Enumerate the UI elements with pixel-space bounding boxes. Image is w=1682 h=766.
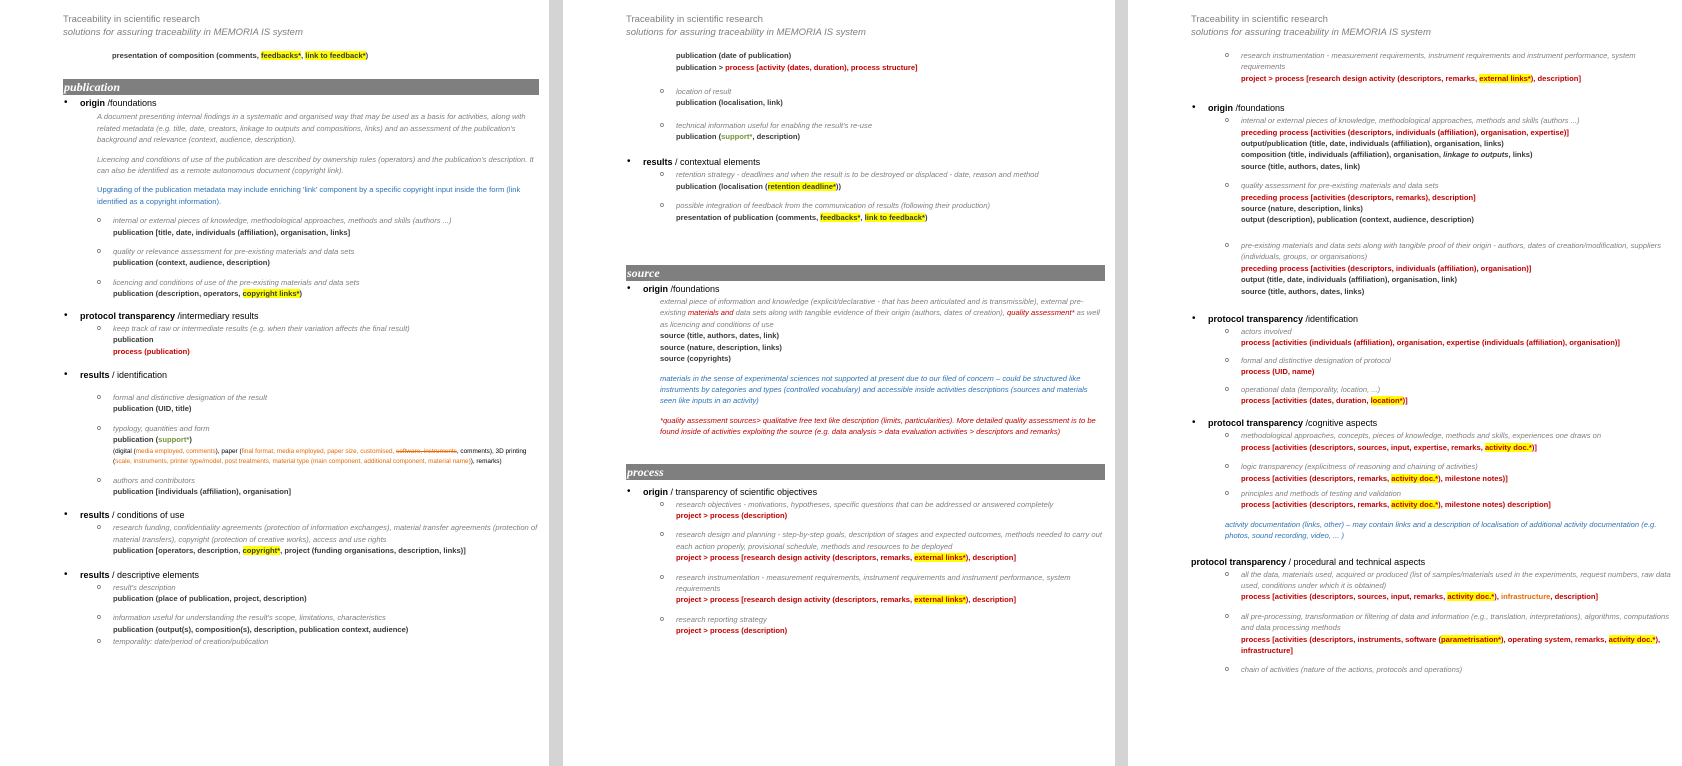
list-item: o pre-existing materials and data sets along with tangible proof of their origin - authors, dates of creation/modification, suppliers (individuals, groups, or organisations) preceding process [activities (descriptors, individuals (affiliation), organisation)] output (title, date, individuals (affiliation), organisation, link) source (title, authors, dates, links) [1191, 240, 1672, 297]
top-line: presentation of composition (comments, feedbacks*, link to feedback*) [112, 51, 369, 60]
list-item: o information useful for understanding the result's scope, limitations, characteristics publication (output(s), composition(s), description, publication context, audience) [63, 612, 539, 635]
section-heading-source: source [626, 265, 1105, 281]
section-heading-process: process [626, 464, 1105, 480]
list-item: o research funding, confidentiality agreements (protection of information exchanges), material transfer agreements (protection of material transfers), copyright (protection of creative works), access and use rights publication [operators, description, copyright*, project (funding organisations, description, links)] [63, 522, 539, 556]
document-page-1 [0, 0, 549, 766]
header-title: Traceability in scientific research [63, 14, 200, 25]
paragraph: Licencing and conditions of use of the publication are described by ownership rules (operators) and the publication's description. It can also be identified as a remote autonomous document (copyright link). [97, 154, 534, 176]
list-item: o possible integration of feedback from the communication of results (following their production) presentation of publication (comments, feedbacks*, link to feedback*) [626, 200, 1105, 223]
list-item: o internal or external pieces of knowledge, methodological approaches, methods and skills (authors ...) preceding process [activities (descriptors, individuals (affiliation), organisation, expertise)] output/publication (title, date, individuals (affiliation), organisation, links) composition (title, individuals (affiliation), organisation, linkage to outputs, links) source (title, authors, dates, link) [1191, 115, 1672, 172]
note-red: *quality assessment sources> qualitative free text like description (limits, particularities). More detailed quality assessment is to be found inside of activities exploiting the source (e.g. data analysis > data evaluation activities > descriptors and remarks) [660, 415, 1096, 437]
page-body [1191, 50, 1672, 676]
list-item: o all pre-processing, transformation or filtering of data and information (e.g., translation, interpretations), algorithms, computations and data processing methods process [activities (descriptors, instruments, software (parametrisation*), operating system, remarks, activity doc.*), infrastructure] [1191, 611, 1672, 657]
list-item: o research instrumentation - measurement requirements, instrument requirements and instrument performance, system requirements project > process [research design activity (descriptors, remarks, external links*), description] [626, 572, 1105, 606]
list-item: o all the data, materials used, acquired or produced (list of samples/materials used in the experiments, request numbers, raw data used, conditions under which it is obtained) process [activities (descriptors, sources, input, remarks, activity doc.*), infrastructure, description] [1191, 569, 1672, 603]
list-item: o temporality: date/period of creation/publication [63, 636, 539, 647]
list-item: o quality assessment for pre-existing materials and data sets preceding process [activities (descriptors, remarks), description] source (nature, description, links) output (description), publication (context, audience, description) [1191, 180, 1672, 226]
list-item: o research design and planning - step-by-step goals, description of stages and expected outcomes, methods needed to carry out each action properly, provisional schedule, methods and resources to be deployed project > process [research design activity (descriptors, remarks, external links*), description] [626, 529, 1105, 563]
list-item: o technical information useful for enabling the result's re-use publication (support*, description) [626, 120, 1105, 143]
header-title: Traceability in scientific research [626, 14, 763, 25]
paragraph: external piece of information and knowledge (explicit/declarative - that has been articulated and is transmissible), external pre-existing materials and data sets along with tangible evidence of their origin (authors, dates of creation), quality assessment* as well as licencing and conditions of use [660, 297, 1100, 329]
list-item: o authors and contributors publication [individuals (affiliation), organisation] [63, 475, 539, 498]
list-item: o licencing and conditions of use of the pre-existing materials and data sets publication (description, operators, copyright links*) [63, 277, 539, 300]
page-header [626, 13, 866, 39]
list-item: o operational data (temporality, location, ...) process [activities (dates, duration, location*)] [1191, 384, 1672, 407]
list-item: o result's description publication (place of publication, project, description) [63, 582, 539, 605]
list-item: o research instrumentation - measurement requirements, instrument requirements and instrument performance, system requirements project > process [research design activity (descriptors, remarks, external links*), description] [1191, 50, 1672, 84]
list-item: o research reporting strategy project > process (description) [626, 614, 1105, 637]
value-line: source (copyrights) [660, 354, 731, 364]
list-item: o research objectives - motivations, hypotheses, specific questions that can be addressed or answered completely project > process (description) [626, 499, 1105, 522]
header-subtitle: solutions for assuring traceability in MEMORIA IS system [626, 27, 866, 38]
value-line: source (nature, description, links) [660, 342, 782, 352]
list-item: o formal and distinctive designation of protocol process (UID, name) [1191, 355, 1672, 378]
value-line: publication > process [activity (dates, duration), process structure] [676, 63, 918, 73]
list-item: o logic transparency (explicitness of reasoning and chaining of activities) process [activities (descriptors, remarks, activity doc.*), milestone notes)] [1191, 461, 1672, 484]
list-item: o location of result publication (localisation, link) [626, 86, 1105, 109]
list-item: o keep track of raw or intermediate results (e.g. when their variation affects the final result) publication process (publication) [63, 323, 539, 357]
value-line: source (title, authors, dates, link) [660, 331, 779, 341]
bullet-results-conditions: • results / conditions of use [63, 509, 539, 521]
bullet-results-descriptive: • results / descriptive elements [63, 569, 539, 581]
header-subtitle: solutions for assuring traceability in MEMORIA IS system [1191, 27, 1431, 38]
bullet-protocol-identification: • protocol transparency /identification [1191, 313, 1672, 325]
header-title: Traceability in scientific research [1191, 14, 1328, 25]
page-header [1191, 13, 1431, 39]
list-item: o retention strategy - deadlines and when the result is to be destroyed or displaced - date, reason and method publication (localisation (retention deadline*)) [626, 169, 1105, 192]
document-page-2 [563, 0, 1115, 766]
bullet-results-contextual: • results / contextual elements [626, 156, 1105, 168]
list-item: o actors involved process [activities (individuals (affiliation), organisation, expertise (individuals (affiliation), organisation)] [1191, 326, 1672, 349]
bullet-process-origin: • origin / transparency of scientific objectives [626, 486, 1105, 498]
bullet-protocol-transparency: • protocol transparency /intermediary results [63, 310, 539, 322]
page-body [626, 50, 1105, 637]
paragraph-blue: Upgrading of the publication metadata may include enriching 'link' component by a specific copyright input inside the form (link identified as a copyright information). [97, 185, 521, 206]
bullet-results-identification: • results / identification [63, 369, 539, 381]
list-item: o formal and distinctive designation of the result publication (UID, title) [63, 392, 539, 415]
bullet-origin: • origin /foundations [1191, 102, 1672, 114]
note-blue: materials in the sense of experimental sciences not supported at present due to our filed of concern – could be structured like instruments by categories and types (controlled vocabulary) and accessible inside activities descriptions (sources and materials seen like inputs in an activity) [660, 373, 1088, 406]
header-subtitle: solutions for assuring traceability in MEMORIA IS system [63, 27, 303, 38]
value-line: publication (date of publication) [676, 51, 792, 60]
list-item: o internal or external pieces of knowledge, methodological approaches, methods and skills (authors ...) publication [title, date, individuals (affiliation), organisation, links] [63, 215, 539, 238]
bullet-origin: • origin /foundations [63, 97, 539, 109]
list-item: o typology, quantities and form publication (support*) [63, 423, 539, 446]
page-header [63, 13, 303, 39]
paragraph: A document presenting internal findings in a systematic and organised way that may be used as a basis for activities, along with related metadata (e.g. title, date, creators, linkage to outputs and compositions, links) and an assessment of the publication's background and relevance (context, audience, description). [97, 112, 526, 145]
page-body [63, 50, 539, 648]
list-item: o methodological approaches, concepts, pieces of knowledge, methods and skills, experiences one draws on process [activities (descriptors, sources, input, expertise, remarks, activity doc.*)] [1191, 430, 1672, 453]
list-item: o principles and methods of testing and validation process [activities (descriptors, remarks, activity doc.*), milestone notes) description] [1191, 488, 1672, 511]
bullet-source-origin: • origin /foundations [626, 283, 1105, 295]
list-item: o chain of activities (nature of the actions, protocols and operations) [1191, 664, 1672, 675]
typology-detail: (digital (media employed, comments), paper (final format, media employed, paper size, customised, software, instruments, comments), 3D printing (scale, instruments, printer type/model, post treatments, material type (main component, additional component, material name)), remarks) [113, 447, 527, 465]
document-page-3 [1128, 0, 1682, 766]
note-blue: activity documentation (links, other) – may contain links and a description of localisation of additional activity documentation (e.g. photos, sound recording, video, ... ) [1225, 519, 1657, 541]
heading-protocol-procedural: protocol transparency / procedural and technical aspects [1191, 556, 1426, 567]
section-heading-publication: publication [63, 79, 539, 95]
bullet-protocol-cognitive: • protocol transparency /cognitive aspects [1191, 417, 1672, 429]
list-item: o quality or relevance assessment for pre-existing materials and data sets publication (context, audience, description) [63, 246, 539, 269]
